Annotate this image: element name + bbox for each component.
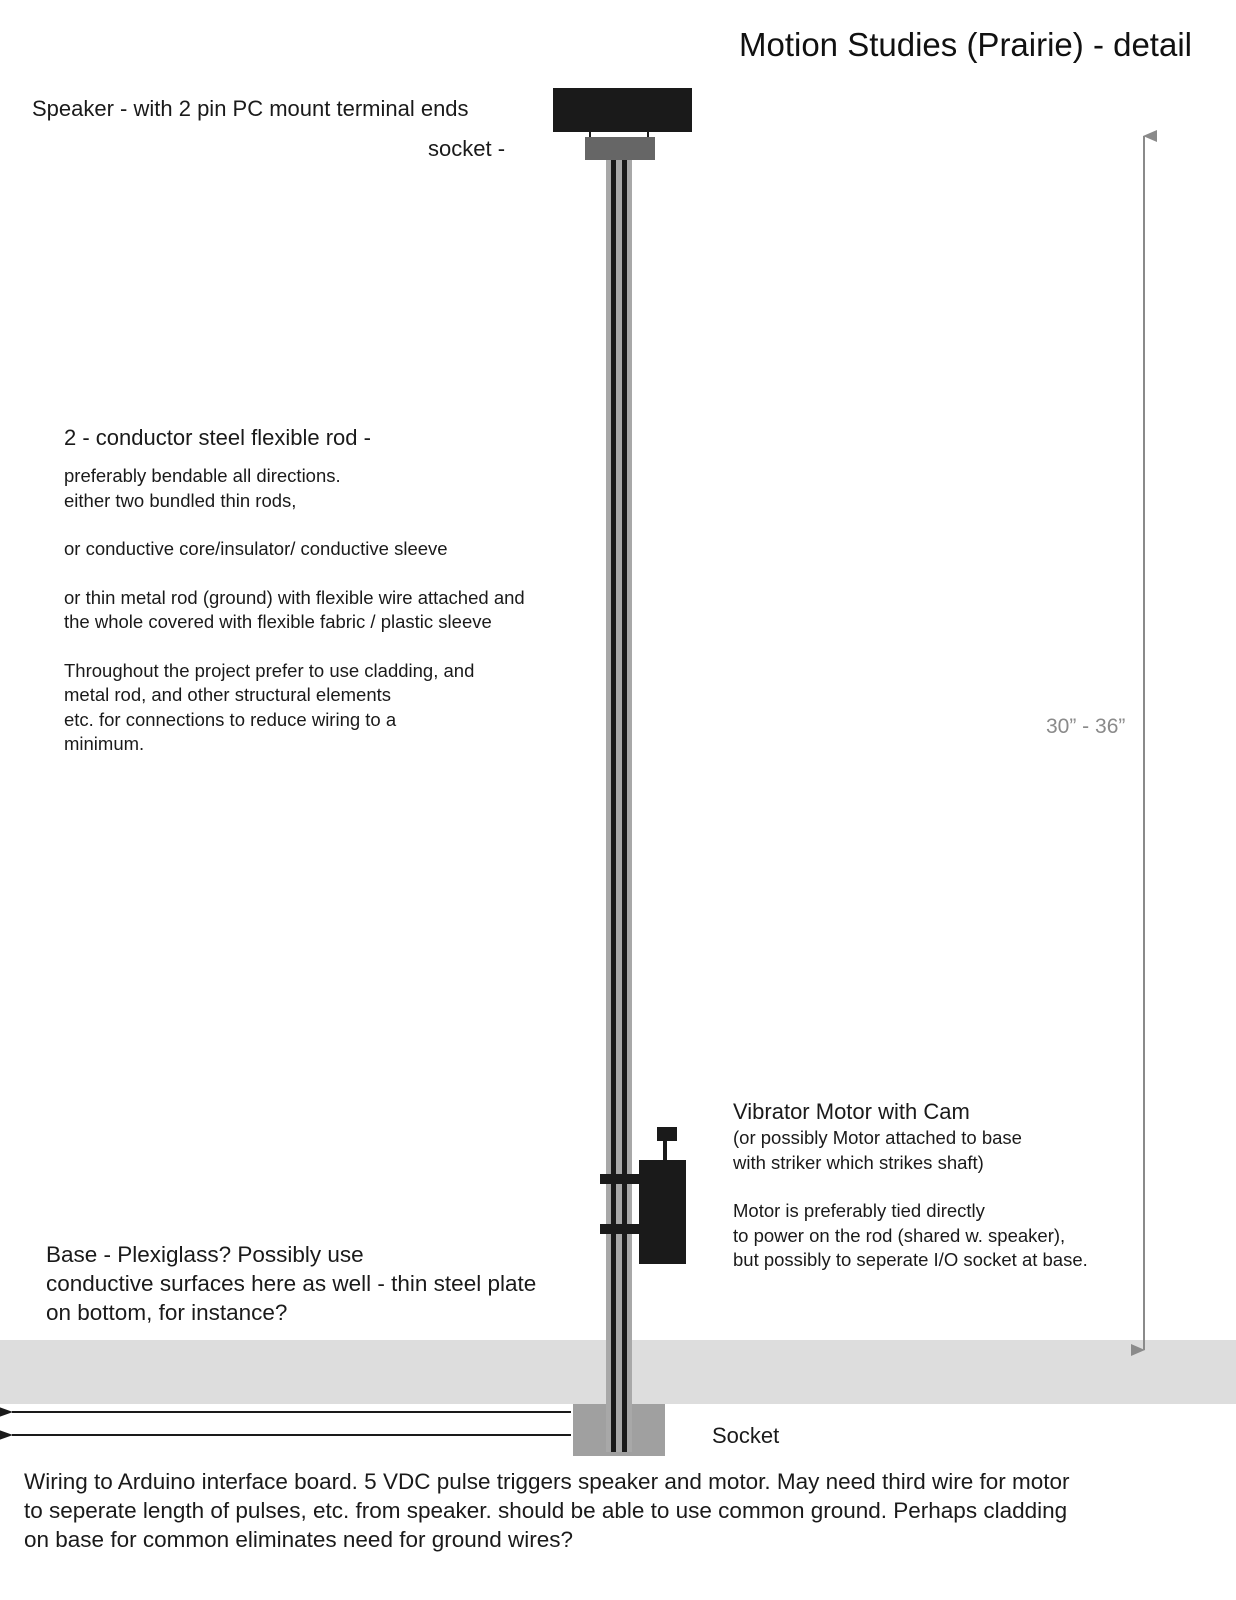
motor-notes [733,1126,1088,1273]
top-socket [585,137,655,160]
motor-note-line: Motor is preferably tied directly [733,1200,985,1221]
rod-note-line: preferably bendable all directions. [64,465,341,486]
motor-note-line: with striker which strikes shaft) [733,1151,984,1173]
wiring-note-line: on base for common eliminates need for ground wires? [24,1527,574,1552]
socket-bottom-label: Socket [712,1423,780,1448]
rod-note-gap [64,562,525,586]
speaker-label: Speaker - with 2 pin PC mount terminal ends [32,96,469,121]
rod-heading: 2 - conductor steel flexible rod - [64,425,371,450]
wiring-note-line: to seperate length of pulses, etc. from speaker. should be able to use common ground. Perhaps cladding [24,1498,1068,1523]
rod-sleeve [606,158,632,1452]
motor-note-line: but possibly to seperate I/O socket at base. [733,1249,1088,1270]
rod-notes [64,464,525,757]
rod-note-line: either two bundled thin rods, [64,489,297,511]
motor-cam [657,1127,677,1141]
motor-note-gap [733,1175,1088,1199]
motor-note-line: to power on the rod (shared w. speaker), [733,1224,1066,1246]
motor-heading: Vibrator Motor with Cam [733,1099,970,1124]
motor-clamp-upper [600,1174,642,1184]
base-note-line: Base - Plexiglass? Possibly use [46,1242,364,1267]
rod-note-line: Throughout the project prefer to use cladding, and [64,659,475,681]
wiring-notes [24,1467,1070,1554]
speaker [553,88,692,132]
motor-clamp-lower [600,1224,642,1234]
rod-note-line: metal rod, and other structural elements [64,684,391,705]
base-note-line: on bottom, for instance? [46,1300,288,1325]
motor-note-line: (or possibly Motor attached to base [733,1127,1022,1148]
height-dimension-label: 30” - 36” [1046,715,1126,738]
base-note-line: conductive surfaces here as well - thin steel plate [46,1271,537,1296]
rod-note-gap [64,635,525,659]
wiring-note-line: Wiring to Arduino interface board. 5 VDC pulse triggers speaker and motor. May need third wire for motor [24,1469,1070,1494]
page-title: Motion Studies (Prairie) - detail [738,26,1192,63]
rod-note-line: or thin metal rod (ground) with flexible wire attached and [64,586,525,608]
vibrator-motor [639,1160,686,1264]
rod-conductor-left [611,158,616,1452]
rod-note-line: etc. for connections to reduce wiring to a [64,708,397,730]
rod-note-line: or conductive core/insulator/ conductive sleeve [64,538,448,559]
rod-note-line: the whole covered with flexible fabric / plastic sleeve [64,611,492,632]
rod-conductor-right [622,158,627,1452]
rod-note-line: minimum. [64,733,145,754]
base-notes [46,1240,536,1327]
motor-shaft [663,1141,667,1161]
rod-note-gap [64,513,525,537]
socket-top-label: socket - [428,136,506,161]
